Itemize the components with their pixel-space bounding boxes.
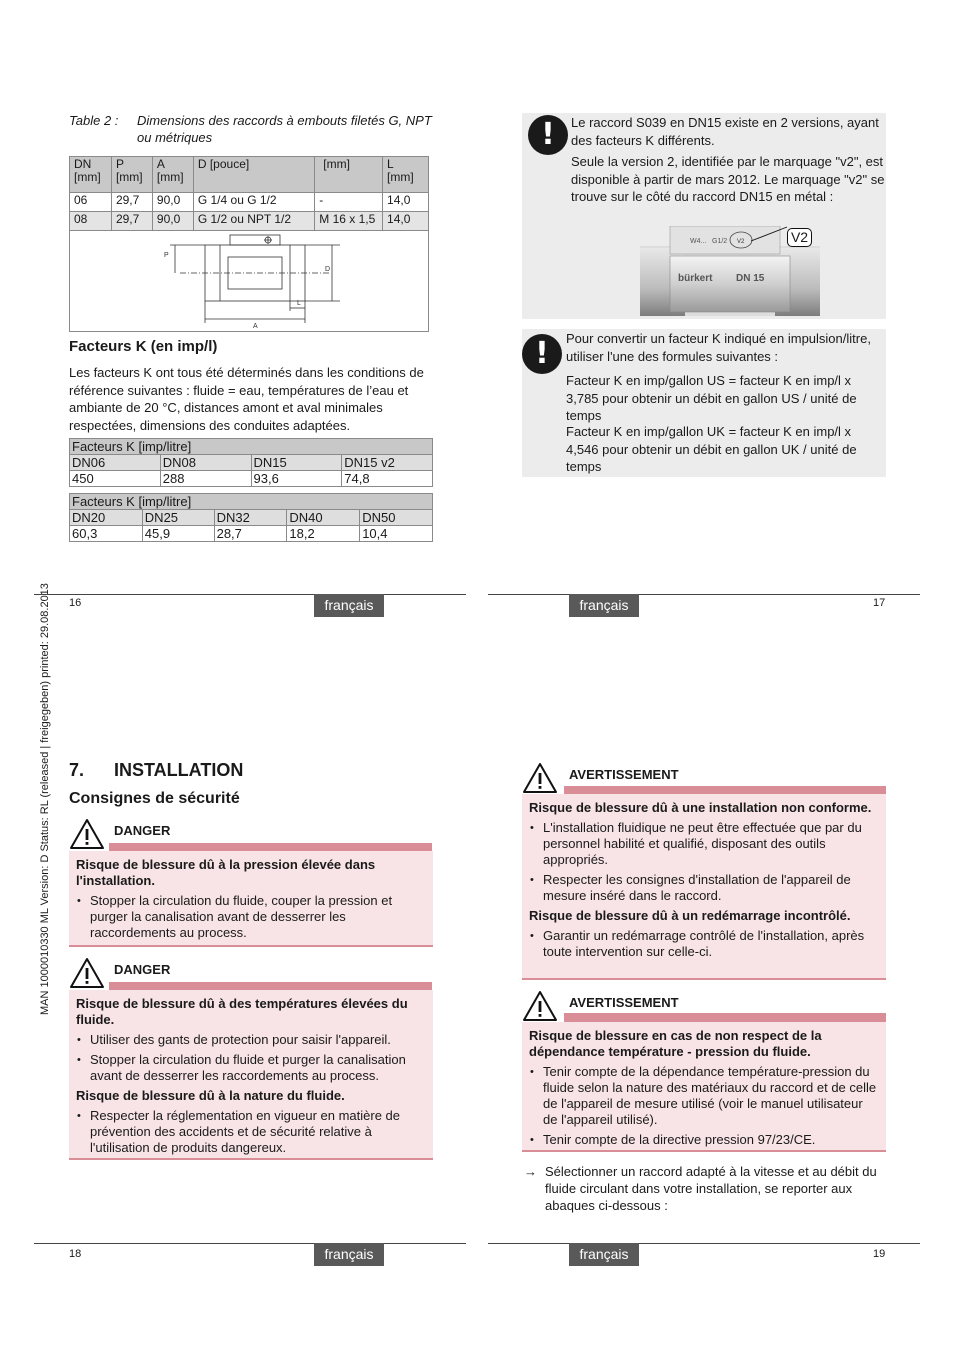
footer-divider [34,1243,466,1244]
list-item: • Stopper la circulation du fluide, couper la pression et purger la canalisation avant de desserrer les raccordements au process. [76,893,426,941]
danger-body [69,851,433,947]
exclamation-icon: ! [528,115,568,155]
table-header: D [pouce] [193,157,314,193]
risk-text: Risque de blessure dû à la pression élevée dans l'installation. [76,857,376,888]
table-cell: 60,3 [70,526,143,542]
table-cell: 06 [70,193,112,212]
dimension-table-block [69,156,429,332]
warning-body [522,1022,886,1152]
note-text: Facteur K en imp/gallon UK = facteur K en imp/l x 4,546 pour obtenir un débit en gallon UK / unité de temps [566,424,857,474]
list-item: • L'installation fluidique ne peut être effectuée que par du personnel habilité et qualifié, disposant des outils appropriés. [529,820,879,868]
table-cell: 29,7 [111,212,152,231]
section-number: 7. [69,760,85,780]
warning-triangle-icon [69,957,105,989]
table-header: DN08 [160,455,251,471]
table-header: P [mm] [111,157,152,193]
exclamation-icon: ! [522,334,562,374]
table-header: A [mm] [152,157,193,193]
warning-title: AVERTISSEMENT [569,995,679,1010]
danger-header [69,818,433,852]
page-number: 18 [69,1248,82,1260]
warning-title: AVERTISSEMENT [569,767,679,782]
footer-divider [488,1243,920,1244]
drawing-label-p: P [164,252,169,259]
drawing-label-a: A [253,323,258,330]
warning-body [522,794,886,980]
footer-divider [34,594,466,595]
list-item: • Respecter la réglementation en vigueur en matière de prévention des accidents et de sécurité relative à l'utilisation de produits dangereux. [76,1108,426,1156]
table-header: DN32 [214,510,287,526]
note-box-conversion [522,329,886,477]
language-tag: français [314,1243,384,1266]
footer-divider [488,594,920,595]
arrow-right-icon: → [524,1164,537,1179]
subsection-title: Consignes de sécurité [69,790,240,807]
instruction-text: Sélectionner un raccord adapté à la vitesse et au débit du fluide circulant dans votre installation, se reporter aux abaques ci-dessous : [545,1164,877,1213]
drawing-label-d: D [325,266,331,273]
table-title: Facteurs K [imp/litre] [70,439,433,455]
kfactor-heading: Facteurs K (en imp/l) [69,338,218,355]
risk-text: Risque de blessure dû à des températures élevées du fluide. [76,996,408,1027]
table-cell: M 16 x 1,5 [315,212,383,231]
danger-body [69,990,433,1160]
kfactor-table-1 [69,438,433,487]
warning-triangle-icon [69,818,105,850]
table-header: DN15 v2 [342,455,433,471]
warning-bar [564,1013,886,1022]
table-cell: 18,2 [287,526,360,542]
list-item: • Utiliser des gants de protection pour saisir l'appareil. [76,1032,426,1048]
table-title: Facteurs K [imp/litre] [70,494,433,510]
kfactor-description: Les facteurs K ont tous été déterminés dans les conditions de référence suivantes : fluide = eau, températures de l’eau et ambiante de 20 °C, distances amont et aval minimales respectées, dimensions des conduites adaptées. [69,365,424,433]
table-cell: 93,6 [251,471,342,487]
photo-brand: bürkert [678,273,713,284]
language-tag: français [314,594,384,617]
table-header: [mm] [315,157,383,193]
kfactor-table-2 [69,493,433,542]
table-cell: 288 [160,471,251,487]
table-cell: - [315,193,383,212]
table-caption [69,112,439,148]
warning-header [522,762,886,796]
language-tag: français [569,1243,639,1266]
page-number: 19 [873,1248,886,1260]
danger-title: DANGER [114,962,171,977]
table-cell: 14,0 [383,193,429,212]
table-header: DN [mm] [70,157,112,193]
table-cell: 08 [70,212,112,231]
note-text: Le raccord S039 en DN15 existe en 2 versions, ayant des facteurs K différents. [571,115,879,148]
drawing-label-l: L [297,300,301,307]
danger-header [69,957,433,991]
warning-header [522,990,886,1024]
dimension-table [69,156,429,231]
table-header: DN50 [360,510,433,526]
list-item: • Garantir un redémarrage contrôlé de l'installation, après toute intervention sur celle-ci. [529,928,879,960]
language-tag: français [569,594,639,617]
table-header: DN40 [287,510,360,526]
note-text: Facteur K en imp/gallon US = facteur K en imp/l x 3,785 pour obtenir un débit en gallon US / unité de temps [566,373,857,423]
table-label: Table 2 : [69,113,119,128]
fitting-dimension-drawing [70,231,428,331]
list-item: • Tenir compte de la dépendance température-pression du fluide selon la nature des matériaux du raccord et de celle de l'appareil de mesure utilisé (voir le manuel utilisateur de l'appareil utilisé). [529,1064,879,1128]
risk-text: Risque de blessure dû à un redémarrage incontrôlé. [529,908,851,923]
danger-title: DANGER [114,823,171,838]
table-cell: 14,0 [383,212,429,231]
risk-text: Risque de blessure dû à la nature du fluide. [76,1088,345,1103]
photo-label-w: W4... [690,238,707,245]
section-title: INSTALLATION [114,760,244,780]
warning-triangle-icon [522,990,558,1022]
risk-text: Risque de blessure en cas de non respect de la dépendance température - pression du fluide. [529,1028,822,1059]
table-cell: 90,0 [152,212,193,231]
note-text: Seule la version 2, identifiée par le marquage "v2", est disponible à partir de mars 2012. Le marquage "v2" se trouve sur le côté du raccord DN15 en métal : [571,154,885,204]
table-cell: 28,7 [214,526,287,542]
warning-triangle-icon [522,762,558,794]
table-header: L [mm] [383,157,429,193]
table-header: DN06 [70,455,161,471]
photo-dn: DN 15 [736,273,765,284]
photo-label-g: G1/2 [712,238,728,245]
table-cell: 90,0 [152,193,193,212]
table-cell: 450 [70,471,161,487]
note-box-version [522,113,886,319]
list-item: • Stopper la circulation du fluide et purger la canalisation avant de desserrer les raccordements au process. [76,1052,426,1084]
table-cell: 74,8 [342,471,433,487]
table-cell: G 1/4 ou G 1/2 [193,193,314,212]
document-status-note: MAN 1000010330 ML Version: D Status: RL (released | freigegeben) printed: 29.08.2013 [39,583,51,1015]
table-cell: G 1/2 ou NPT 1/2 [193,212,314,231]
fitting-drawing [69,231,429,332]
table-cell: 10,4 [360,526,433,542]
v2-callout: V2 [787,228,812,247]
table-header: DN15 [251,455,342,471]
page-number: 17 [873,597,886,609]
photo-label-v2: V2 [737,239,745,245]
table-header: DN25 [142,510,214,526]
list-item: • Tenir compte de la directive pression 97/23/CE. [529,1132,879,1148]
note-text: Pour convertir un facteur K indiqué en impulsion/litre, utiliser l'une des formules suivantes : [566,331,871,364]
table-header: DN20 [70,510,143,526]
list-item: • Respecter les consignes d'installation de l'appareil de mesure inséré dans le raccord. [529,872,879,904]
table-caption-text: Dimensions des raccords à embouts filetés G, NPT ou métriques [137,113,432,145]
table-cell: 29,7 [111,193,152,212]
table-cell: 45,9 [142,526,214,542]
page-number: 16 [69,597,82,609]
risk-text: Risque de blessure dû à une installation non conforme. [529,800,872,815]
